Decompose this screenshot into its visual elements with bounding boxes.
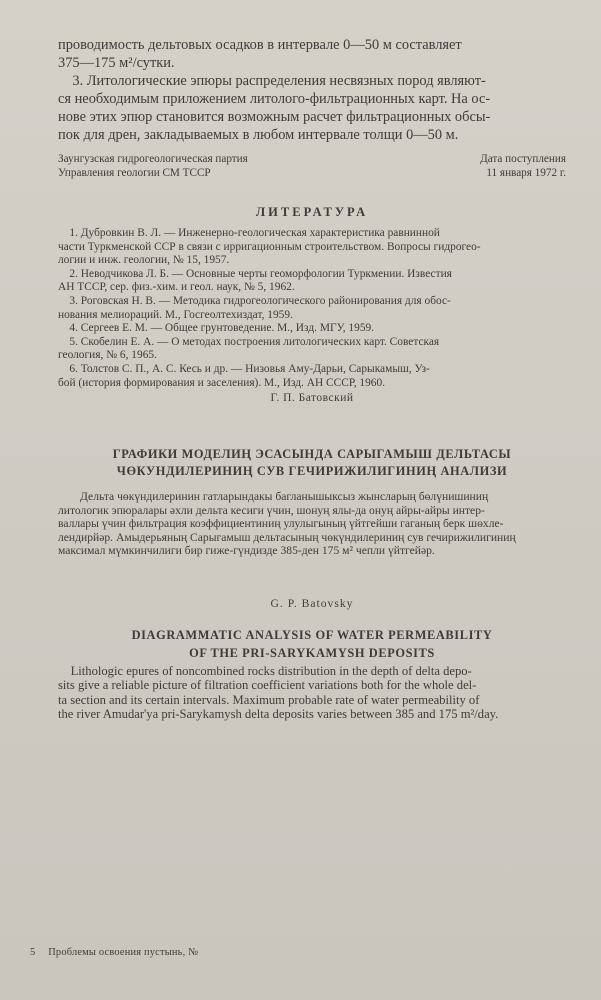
closing-paragraph-text [58, 36, 566, 144]
text-line: нове этих эпюр становится возможным расчет фильтрационных обсы- [58, 109, 491, 125]
abstract-text [58, 490, 566, 558]
text-line: 375—175 м²/сутки. [58, 55, 175, 71]
author-name-english: G. P. Batovsky [270, 597, 354, 610]
reference-line: АН ТССР, сер. физ.-хим. и геол. наук, № 5, 1962. [58, 281, 295, 294]
reference-item [58, 336, 566, 363]
abstract-line: the river Amudar'ya pri-Sarykamysh delta deposits varies between 385 and 175 m²/day. [58, 707, 499, 722]
closing-paragraph [58, 36, 566, 144]
reference-item [58, 295, 566, 322]
reference-line: части Туркменской ССР в связи с ирригационным строительством. Вопросы гидрогео- [58, 240, 481, 253]
title-line: DIAGRAMMATIC ANALYSIS OF WATER PERMEABILITY [131, 628, 493, 642]
text-line: пок для дрен, закладываемых в любом интервале толщи 0—50 м. [58, 127, 459, 143]
reference-line: бой (история формирования и заселения). М., Изд. АН СССР, 1960. [58, 376, 386, 389]
abstract-turkmen [58, 490, 566, 558]
abstract-line: Lithologic epures of noncombined rocks distribution in the depth of delta depo- [58, 664, 472, 678]
abstract-line: sits give a reliable picture of filtration coefficient variations both for the whole del- [58, 678, 477, 693]
article-title-english [58, 626, 566, 662]
literature-heading: ЛИТЕРАТУРА [255, 205, 369, 219]
journal-name: Проблемы освоения пустынь, № [48, 947, 199, 958]
reference-line: геология, № 6, 1965. [58, 349, 157, 362]
received-date [480, 152, 566, 180]
page-footer [30, 947, 208, 958]
reference-line: 6. Толстов С. П., А. С. Кесь и др. — Низовья Аму-Дарьи, Сарыкамыш, Уз- [58, 362, 430, 375]
reference-item [58, 227, 566, 268]
reference-item [58, 268, 566, 295]
page-number: 5 [30, 947, 36, 958]
organization-name [58, 152, 248, 180]
date-value: 11 января 1972 г. [486, 167, 566, 179]
article-title-turkmen [58, 446, 566, 480]
title-line: ГРАФИКИ МОДЕЛИҢ ЭСАСЫНДА САРЫГАМЫШ ДЕЛЬТАСЫ [112, 447, 512, 461]
title-line: ЧӨКУНДИЛЕРИНИҢ СУВ ГЕЧИРИЖИЛИГИНИҢ АНАЛИЗИ [116, 464, 508, 478]
abstract-line: лендирйәр. Амыдерьяның Сарыгамыш дельтасының чөкүндилериниң сув гечирижилигиниң [58, 530, 516, 544]
reference-line: 1. Дубровкин В. Л. — Инженерно-геологическая характеристика равнинной [58, 227, 440, 239]
abstract-text [58, 664, 566, 722]
text-line: ся необходимым приложением литолого-фильтрационных карт. На ос- [58, 91, 491, 107]
reference-line: 3. Роговская Н. В. — Методика гидрогеологического районирования для обос- [58, 294, 451, 307]
text-line: проводимость дельтовых осадков в интервале 0—50 м составляет [58, 37, 462, 53]
org-line: Управления геологии СМ ТССР [58, 167, 211, 179]
abstract-line: Дельта чөкүндилеринин гатларындакы багланышыксыз жынсларың бөлүнишиниң [80, 490, 489, 503]
reference-line: 5. Скобелин Е. А. — О методах построения литологических карт. Советская [58, 335, 440, 348]
reference-item [58, 322, 566, 336]
title-line: OF THE PRI-SARYKAMYSH DEPOSITS [189, 646, 435, 660]
abstract-line: литологик эпюралары әхли дельта кесиги үчин, шонуң ялы-да онуң айры-айры интер- [58, 503, 485, 517]
text-line: 3. Литологические эпюры распределения несвязных пород являют- [58, 73, 486, 89]
reference-list [58, 227, 566, 390]
author-name-russian: Г. П. Батовский [270, 392, 354, 404]
reference-line: 2. Неводчикова Л. Б. — Основные черты геоморфологии Туркмении. Известия [58, 267, 452, 280]
reference-line: нования мелиораций. М., Госгеолтехиздат, 1959. [58, 308, 293, 321]
reference-line: 4. Сергеев Е. М. — Общее грунтоведение. М., Изд. МГУ, 1959. [58, 322, 375, 335]
reference-line: логии и инж. геологии, № 15, 1957. [58, 254, 230, 267]
abstract-line: максимал мүмкинчилиги бир гиже-гүндизде 385-ден 175 м² чепли үйтгейәр. [58, 544, 435, 558]
abstract-line: валлары үчин фильтрация коэффициентиниң улулыгының үйтгейши гаганың берк шөхле- [58, 517, 504, 531]
reference-item [58, 363, 566, 390]
date-label: Дата поступления [480, 153, 566, 165]
abstract-english [58, 664, 566, 722]
org-line: Заунгузская гидрогеологическая партия [58, 153, 248, 165]
abstract-line: ta section and its certain intervals. Maximum probable rate of water permeability of [58, 692, 480, 707]
